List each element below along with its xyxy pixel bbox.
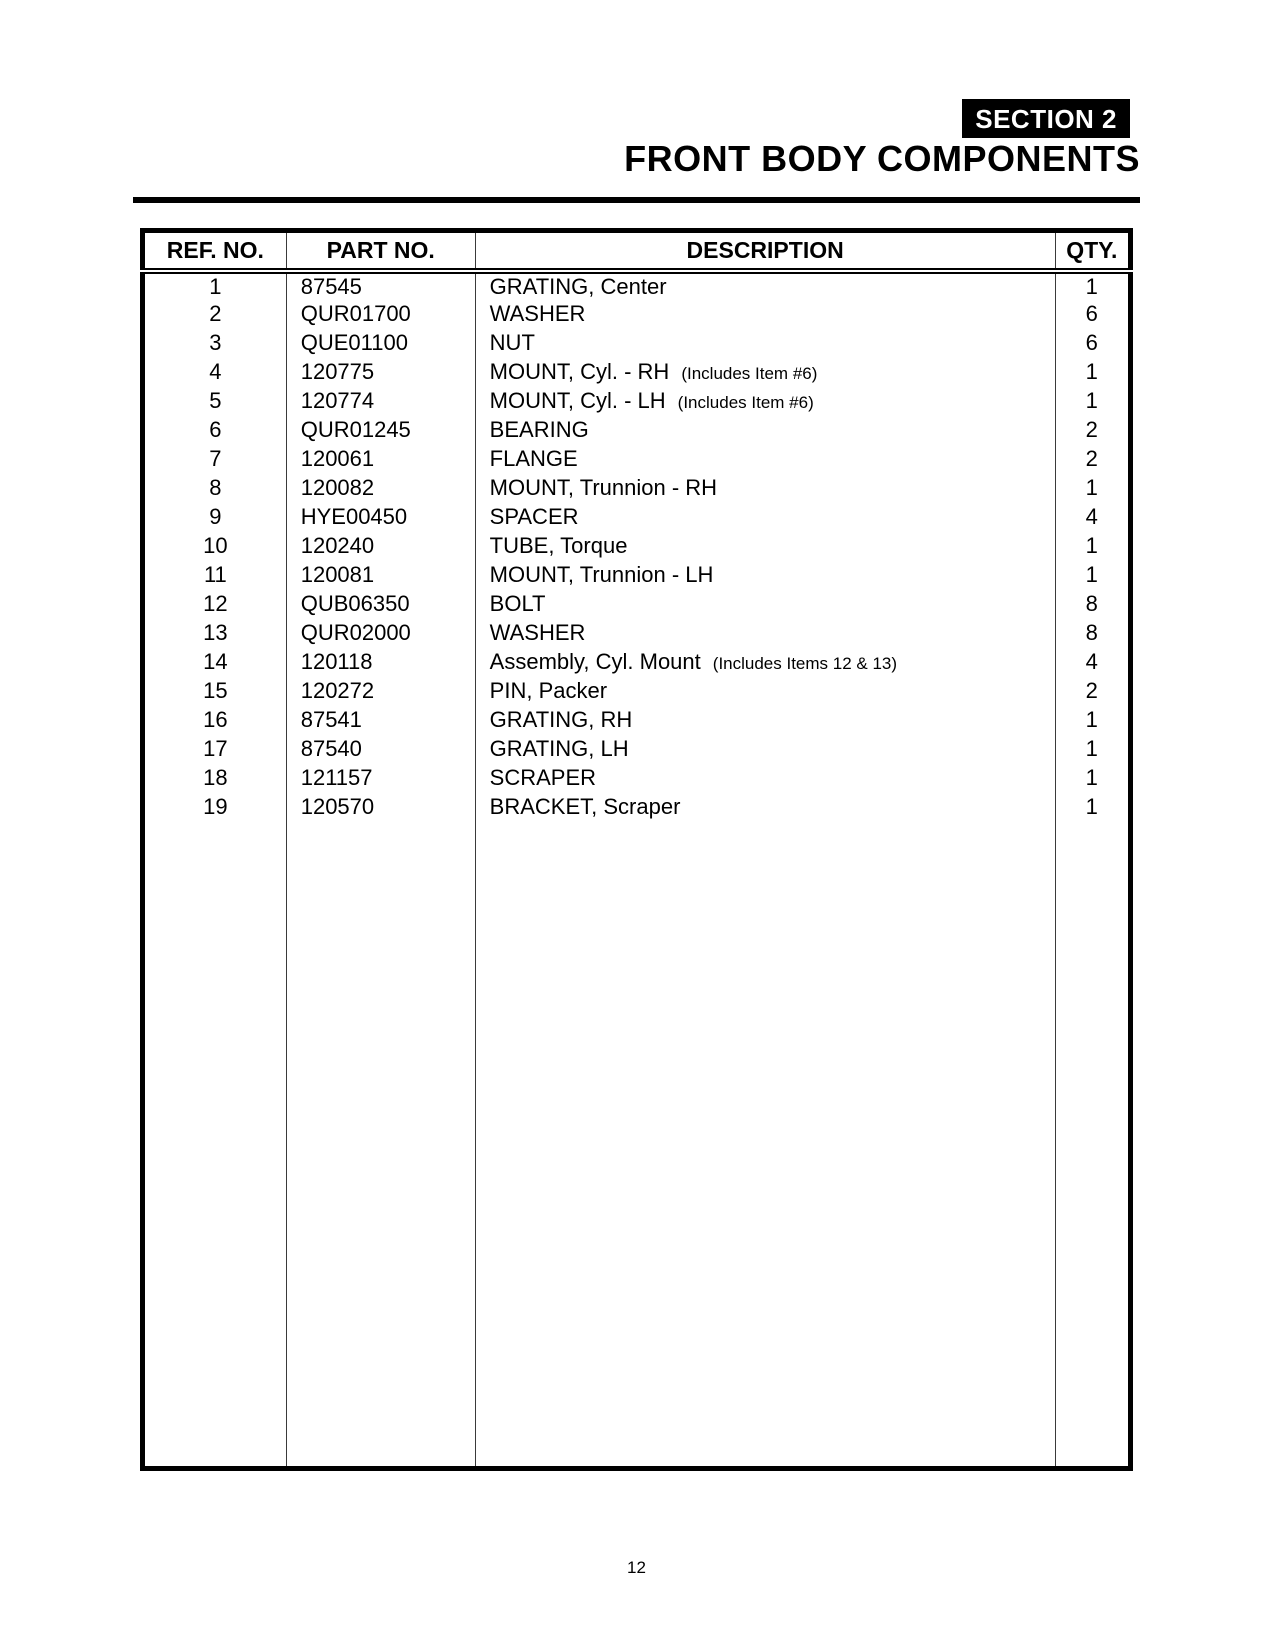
desc-note: (Includes Item #6) (677, 393, 814, 412)
desc-text: MOUNT, Cyl. - LH (489, 388, 666, 413)
desc-text: WASHER (489, 620, 586, 645)
part-cell: 120774 (286, 387, 475, 416)
table-row (143, 416, 1131, 445)
desc-cell (475, 503, 1055, 532)
qty-cell: 1 (1055, 271, 1130, 300)
ref-cell: 7 (143, 445, 287, 474)
empty-row (143, 822, 1131, 1469)
desc-text: BEARING (489, 417, 589, 442)
table-row (143, 445, 1131, 474)
desc-cell (475, 706, 1055, 735)
part-cell: 121157 (286, 764, 475, 793)
qty-cell: 1 (1055, 358, 1130, 387)
part-cell: 120272 (286, 677, 475, 706)
ref-cell: 11 (143, 561, 287, 590)
parts-table (140, 228, 1133, 1471)
ref-cell: 18 (143, 764, 287, 793)
ref-cell: 6 (143, 416, 287, 445)
section-badge: SECTION 2 (962, 99, 1130, 138)
ref-cell: 3 (143, 329, 287, 358)
ref-cell: 8 (143, 474, 287, 503)
ref-cell: 9 (143, 503, 287, 532)
table-body (143, 271, 1131, 1469)
desc-text: SPACER (489, 504, 579, 529)
desc-cell (475, 793, 1055, 822)
qty-cell: 1 (1055, 793, 1130, 822)
qty-cell: 8 (1055, 619, 1130, 648)
qty-cell: 6 (1055, 329, 1130, 358)
desc-cell (475, 619, 1055, 648)
desc-cell (475, 764, 1055, 793)
part-cell: 120061 (286, 445, 475, 474)
qty-cell: 1 (1055, 474, 1130, 503)
ref-cell: 10 (143, 532, 287, 561)
ref-cell: 15 (143, 677, 287, 706)
table-header (143, 231, 1131, 271)
part-cell: 120240 (286, 532, 475, 561)
ref-cell: 5 (143, 387, 287, 416)
table-row (143, 677, 1131, 706)
ref-cell: 13 (143, 619, 287, 648)
desc-text: WASHER (489, 301, 586, 326)
part-cell: 87545 (286, 271, 475, 300)
qty-cell: 1 (1055, 532, 1130, 561)
desc-cell (475, 735, 1055, 764)
page-title: FRONT BODY COMPONENTS (624, 138, 1140, 179)
desc-text: Assembly, Cyl. Mount (489, 649, 701, 674)
table-row (143, 358, 1131, 387)
part-cell: QUR01700 (286, 300, 475, 329)
qty-cell: 4 (1055, 503, 1130, 532)
table-row (143, 532, 1131, 561)
table-row (143, 300, 1131, 329)
table-row (143, 793, 1131, 822)
desc-text: PIN, Packer (489, 678, 608, 703)
table-row (143, 387, 1131, 416)
desc-note: (Includes Item #6) (681, 364, 818, 383)
desc-text: GRATING, LH (489, 736, 629, 761)
part-cell: 120775 (286, 358, 475, 387)
ref-cell: 1 (143, 271, 287, 300)
table-row (143, 474, 1131, 503)
qty-cell: 4 (1055, 648, 1130, 677)
desc-text: BRACKET, Scraper (489, 794, 681, 819)
part-cell: 87541 (286, 706, 475, 735)
desc-cell (475, 561, 1055, 590)
desc-cell (475, 300, 1055, 329)
ref-cell: 2 (143, 300, 287, 329)
ref-cell: 4 (143, 358, 287, 387)
table-row (143, 329, 1131, 358)
table-row (143, 503, 1131, 532)
desc-text: SCRAPER (489, 765, 597, 790)
part-cell: 120570 (286, 793, 475, 822)
qty-cell: 8 (1055, 590, 1130, 619)
desc-cell (475, 590, 1055, 619)
qty-cell: 2 (1055, 416, 1130, 445)
desc-text: TUBE, Torque (489, 533, 628, 558)
desc-cell (475, 329, 1055, 358)
ref-cell: 12 (143, 590, 287, 619)
part-cell: QUE01100 (286, 329, 475, 358)
header-ref-no: REF. NO. (143, 231, 287, 271)
part-cell: 120081 (286, 561, 475, 590)
qty-cell: 1 (1055, 561, 1130, 590)
part-cell: 120118 (286, 648, 475, 677)
desc-text: MOUNT, Trunnion - LH (489, 562, 714, 587)
part-cell: HYE00450 (286, 503, 475, 532)
desc-text: MOUNT, Trunnion - RH (489, 475, 718, 500)
desc-cell (475, 271, 1055, 300)
table-row (143, 648, 1131, 677)
desc-text: GRATING, Center (489, 273, 667, 299)
title-rule (133, 197, 1140, 203)
desc-cell (475, 445, 1055, 474)
desc-cell (475, 358, 1055, 387)
table-row (143, 619, 1131, 648)
table-row (143, 271, 1131, 300)
qty-cell: 1 (1055, 706, 1130, 735)
desc-cell (475, 532, 1055, 561)
header-qty: QTY. (1055, 231, 1130, 271)
part-cell: QUB06350 (286, 590, 475, 619)
table-row (143, 764, 1131, 793)
part-cell: QUR02000 (286, 619, 475, 648)
desc-text: MOUNT, Cyl. - RH (489, 359, 670, 384)
part-cell: 120082 (286, 474, 475, 503)
qty-cell: 1 (1055, 387, 1130, 416)
desc-text: NUT (489, 330, 535, 355)
qty-cell: 1 (1055, 764, 1130, 793)
qty-cell: 6 (1055, 300, 1130, 329)
ref-cell: 14 (143, 648, 287, 677)
desc-cell (475, 474, 1055, 503)
desc-cell (475, 416, 1055, 445)
desc-cell (475, 387, 1055, 416)
desc-text: FLANGE (489, 446, 578, 471)
qty-cell: 2 (1055, 445, 1130, 474)
header-part-no: PART NO. (286, 231, 475, 271)
header-description: DESCRIPTION (475, 231, 1055, 271)
desc-cell (475, 648, 1055, 677)
ref-cell: 16 (143, 706, 287, 735)
desc-cell (475, 677, 1055, 706)
part-cell: QUR01245 (286, 416, 475, 445)
table-row (143, 735, 1131, 764)
part-cell: 87540 (286, 735, 475, 764)
table-row (143, 561, 1131, 590)
table-row (143, 706, 1131, 735)
desc-text: BOLT (489, 591, 546, 616)
ref-cell: 17 (143, 735, 287, 764)
desc-text: GRATING, RH (489, 707, 633, 732)
ref-cell: 19 (143, 793, 287, 822)
qty-cell: 2 (1055, 677, 1130, 706)
qty-cell: 1 (1055, 735, 1130, 764)
page-number: 12 (627, 1558, 646, 1577)
table-row (143, 590, 1131, 619)
desc-note: (Includes Items 12 & 13) (712, 654, 898, 673)
